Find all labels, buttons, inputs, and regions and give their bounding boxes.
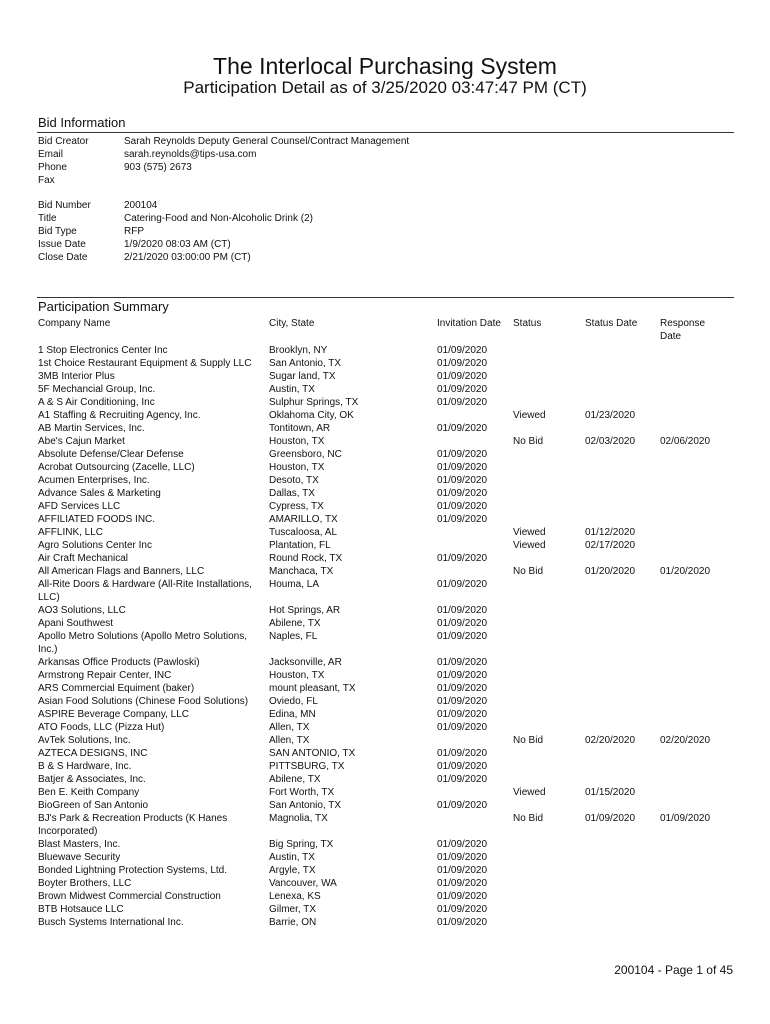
table-row (0, 708, 770, 721)
company-name-cell: A1 Staffing & Recruiting Agency, Inc. (38, 410, 201, 421)
table-row (0, 682, 770, 695)
status-cell: Viewed (513, 527, 546, 538)
bid-field-value: Catering-Food and Non-Alcoholic Drink (2) (124, 213, 313, 224)
section-divider (37, 297, 734, 298)
table-row (0, 877, 770, 890)
invitation-date-cell: 01/09/2020 (437, 891, 488, 902)
bid-field-label: Issue Date (38, 239, 86, 250)
company-name-cell: 1st Choice Restaurant Equipment & Supply LLC (38, 358, 252, 369)
invitation-date-cell: 01/09/2020 (437, 670, 488, 681)
invitation-date-cell: 01/09/2020 (437, 605, 488, 616)
status-date-cell: 02/20/2020 (585, 735, 636, 746)
page-footer: 200104 - Page 1 of 45 (614, 963, 733, 977)
invitation-date-cell: 01/09/2020 (437, 579, 488, 590)
company-name-cell: Brown Midwest Commercial Construction (38, 891, 221, 902)
invitation-date-cell: 01/09/2020 (437, 761, 488, 772)
status-cell: No Bid (513, 436, 544, 447)
city-state-cell: AMARILLO, TX (269, 514, 338, 525)
invitation-date-cell: 01/09/2020 (437, 722, 488, 733)
column-header-status: Status (513, 318, 542, 329)
status-date-cell: 01/12/2020 (585, 527, 636, 538)
company-name-cell: AFFILIATED FOODS INC. (38, 514, 156, 525)
city-state-cell: Tuscaloosa, AL (269, 527, 338, 538)
city-state-cell: Naples, FL (269, 631, 318, 642)
table-row (0, 461, 770, 474)
table-row (0, 500, 770, 513)
status-date-cell: 01/23/2020 (585, 410, 636, 421)
city-state-cell: SAN ANTONIO, TX (269, 748, 356, 759)
city-state-cell: Jacksonville, AR (269, 657, 342, 668)
company-name-cell: AO3 Solutions, LLC (38, 605, 126, 616)
company-name-cell: Abe's Cajun Market (38, 436, 125, 447)
company-name-cell: A & S Air Conditioning, Inc (38, 397, 155, 408)
column-header-invitation-date: Invitation Date (437, 318, 501, 329)
table-row (0, 773, 770, 786)
invitation-date-cell: 01/09/2020 (437, 449, 488, 460)
company-name-cell: AZTECA DESIGNS, INC (38, 748, 148, 759)
table-row (0, 695, 770, 708)
city-state-cell: Austin, TX (269, 852, 315, 863)
company-name-cell: Ben E. Keith Company (38, 787, 140, 798)
company-name-cell: ARS Commercial Equiment (baker) (38, 683, 195, 694)
invitation-date-cell: 01/09/2020 (437, 774, 488, 785)
city-state-cell: Cypress, TX (269, 501, 324, 512)
table-row (0, 864, 770, 877)
table-row (0, 851, 770, 864)
company-name-cell: 5F Mechancial Group, Inc. (38, 384, 156, 395)
invitation-date-cell: 01/09/2020 (437, 397, 488, 408)
city-state-cell: Abilene, TX (269, 774, 321, 785)
company-name-cell: BTB Hotsauce LLC (38, 904, 124, 915)
city-state-cell: Fort Worth, TX (269, 787, 335, 798)
invitation-date-cell: 01/09/2020 (437, 683, 488, 694)
company-name-cell: Agro Solutions Center Inc (38, 540, 152, 551)
bid-information-heading: Bid Information (38, 115, 126, 130)
bid-field-label: Title (38, 213, 57, 224)
company-name-cell: Blast Masters, Inc. (38, 839, 121, 850)
bid-field-value: 200104 (124, 200, 158, 211)
table-row (0, 747, 770, 760)
city-state-cell: Gilmer, TX (269, 904, 317, 915)
column-header-company: Company Name (38, 318, 111, 329)
company-name-cell: Absolute Defense/Clear Defense (38, 449, 184, 460)
company-name-cell: Air Craft Mechanical (38, 553, 129, 564)
invitation-date-cell: 01/09/2020 (437, 878, 488, 889)
city-state-cell: San Antonio, TX (269, 800, 342, 811)
company-name-cell: AFFLINK, LLC (38, 527, 104, 538)
company-name-cell: Armstrong Repair Center, INC (38, 670, 172, 681)
bid-field-value: 2/21/2020 03:00:00 PM (CT) (124, 252, 251, 263)
page-subtitle: Participation Detail as of 3/25/2020 03:47:47 PM (CT) (183, 78, 587, 97)
table-row (0, 604, 770, 617)
column-header-city: City, State (269, 318, 315, 329)
invitation-date-cell: 01/09/2020 (437, 631, 488, 642)
status-date-cell: 01/15/2020 (585, 787, 636, 798)
response-date-cell: 02/20/2020 (660, 735, 711, 746)
company-name-cell: ATO Foods, LLC (Pizza Hut) (38, 722, 165, 733)
table-row (0, 357, 770, 370)
table-row (0, 656, 770, 669)
status-cell: No Bid (513, 735, 544, 746)
table-row (0, 383, 770, 396)
city-state-cell: Allen, TX (269, 722, 310, 733)
company-name-cell: Acrobat Outsourcing (Zacelle, LLC) (38, 462, 195, 473)
city-state-cell: Tontitown, AR (269, 423, 331, 434)
invitation-date-cell: 01/09/2020 (437, 488, 488, 499)
company-name-cell: 1 Stop Electronics Center Inc (38, 345, 168, 356)
company-name-cell: B & S Hardware, Inc. (38, 761, 132, 772)
table-row (0, 396, 770, 409)
table-row (0, 799, 770, 812)
company-name-cell: All-Rite Doors & Hardware (All-Rite Installations, LLC) (38, 579, 252, 603)
invitation-date-cell: 01/09/2020 (437, 358, 488, 369)
company-name-cell: Arkansas Office Products (Pawloski) (38, 657, 200, 668)
table-row (0, 721, 770, 734)
bid-field-label: Close Date (38, 252, 88, 263)
company-name-cell: Apani Southwest (38, 618, 114, 629)
status-cell: No Bid (513, 813, 544, 824)
bid-field-label: Bid Type (38, 226, 77, 237)
bid-field-value: 1/9/2020 08:03 AM (CT) (124, 239, 231, 250)
invitation-date-cell: 01/09/2020 (437, 709, 488, 720)
city-state-cell: Abilene, TX (269, 618, 321, 629)
company-name-cell: Asian Food Solutions (Chinese Food Solutions) (38, 696, 249, 707)
company-name-cell: AvTek Solutions, Inc. (38, 735, 131, 746)
city-state-cell: Houston, TX (269, 462, 325, 473)
status-date-cell: 02/17/2020 (585, 540, 636, 551)
city-state-cell: Hot Springs, AR (269, 605, 341, 616)
city-state-cell: Brooklyn, NY (269, 345, 328, 356)
column-header-status-date: Status Date (585, 318, 638, 329)
city-state-cell: Oklahoma City, OK (269, 410, 354, 421)
company-name-cell: Bluewave Security (38, 852, 121, 863)
table-row (0, 578, 770, 604)
table-row (0, 422, 770, 435)
bid-field-label: Email (38, 149, 64, 160)
table-row (0, 565, 770, 578)
invitation-date-cell: 01/09/2020 (437, 553, 488, 564)
company-name-cell: Acumen Enterprises, Inc. (38, 475, 150, 486)
company-name-cell: Apollo Metro Solutions (Apollo Metro Solutions, Inc.) (38, 631, 247, 655)
city-state-cell: Sulphur Springs, TX (269, 397, 359, 408)
status-cell: Viewed (513, 787, 546, 798)
table-row (0, 474, 770, 487)
city-state-cell: Desoto, TX (269, 475, 319, 486)
table-row (0, 734, 770, 747)
table-row (0, 409, 770, 422)
table-row (0, 890, 770, 903)
table-row (0, 812, 770, 838)
status-cell: Viewed (513, 540, 546, 551)
participation-summary-heading: Participation Summary (38, 299, 169, 314)
company-name-cell: BJ's Park & Recreation Products (K Hanes Incorporated) (38, 813, 228, 837)
page-title: The Interlocal Purchasing System (213, 53, 557, 79)
status-cell: No Bid (513, 566, 544, 577)
status-date-cell: 01/20/2020 (585, 566, 636, 577)
bid-field-value: 903 (575) 2673 (124, 162, 192, 173)
bid-field-value: sarah.reynolds@tips-usa.com (124, 149, 257, 160)
company-name-cell: All American Flags and Banners, LLC (38, 566, 205, 577)
status-date-cell: 01/09/2020 (585, 813, 636, 824)
city-state-cell: San Antonio, TX (269, 358, 342, 369)
table-row (0, 630, 770, 656)
invitation-date-cell: 01/09/2020 (437, 852, 488, 863)
city-state-cell: Barrie, ON (269, 917, 317, 928)
invitation-date-cell: 01/09/2020 (437, 839, 488, 850)
table-row (0, 487, 770, 500)
invitation-date-cell: 01/09/2020 (437, 904, 488, 915)
city-state-cell: PITTSBURG, TX (269, 761, 345, 772)
city-state-cell: Edina, MN (269, 709, 316, 720)
invitation-date-cell: 01/09/2020 (437, 917, 488, 928)
invitation-date-cell: 01/09/2020 (437, 800, 488, 811)
city-state-cell: Plantation, FL (269, 540, 331, 551)
invitation-date-cell: 01/09/2020 (437, 748, 488, 759)
company-name-cell: 3MB Interior Plus (38, 371, 115, 382)
city-state-cell: Austin, TX (269, 384, 315, 395)
city-state-cell: Manchaca, TX (269, 566, 334, 577)
city-state-cell: Big Spring, TX (269, 839, 334, 850)
status-cell: Viewed (513, 410, 546, 421)
invitation-date-cell: 01/09/2020 (437, 514, 488, 525)
company-name-cell: Bonded Lightning Protection Systems, Ltd. (38, 865, 228, 876)
city-state-cell: Houston, TX (269, 670, 325, 681)
response-date-cell: 02/06/2020 (660, 436, 711, 447)
company-name-cell: Advance Sales & Marketing (38, 488, 161, 499)
invitation-date-cell: 01/09/2020 (437, 618, 488, 629)
response-date-cell: 01/09/2020 (660, 813, 711, 824)
table-row (0, 370, 770, 383)
table-row (0, 448, 770, 461)
column-header-response-date: Response Date (660, 318, 706, 342)
company-name-cell: BioGreen of San Antonio (38, 800, 149, 811)
city-state-cell: mount pleasant, TX (269, 683, 356, 694)
city-state-cell: Houston, TX (269, 436, 325, 447)
city-state-cell: Magnolia, TX (269, 813, 328, 824)
city-state-cell: Greensboro, NC (269, 449, 342, 460)
bid-field-value: RFP (124, 226, 144, 237)
participation-table (0, 344, 770, 929)
table-row (0, 617, 770, 630)
status-date-cell: 02/03/2020 (585, 436, 636, 447)
company-name-cell: AFD Services LLC (38, 501, 121, 512)
response-date-cell: 01/20/2020 (660, 566, 711, 577)
invitation-date-cell: 01/09/2020 (437, 696, 488, 707)
bid-field-label: Bid Number (38, 200, 91, 211)
bid-field-label: Bid Creator (38, 136, 89, 147)
table-row (0, 526, 770, 539)
invitation-date-cell: 01/09/2020 (437, 501, 488, 512)
invitation-date-cell: 01/09/2020 (437, 345, 488, 356)
invitation-date-cell: 01/09/2020 (437, 423, 488, 434)
table-row (0, 539, 770, 552)
section-divider (37, 132, 734, 133)
bid-field-label: Fax (38, 175, 55, 186)
invitation-date-cell: 01/09/2020 (437, 657, 488, 668)
table-row (0, 903, 770, 916)
table-row (0, 760, 770, 773)
invitation-date-cell: 01/09/2020 (437, 371, 488, 382)
city-state-cell: Sugar land, TX (269, 371, 336, 382)
invitation-date-cell: 01/09/2020 (437, 462, 488, 473)
table-row (0, 669, 770, 682)
city-state-cell: Argyle, TX (269, 865, 316, 876)
city-state-cell: Allen, TX (269, 735, 310, 746)
table-row (0, 513, 770, 526)
table-row (0, 435, 770, 448)
city-state-cell: Oviedo, FL (269, 696, 318, 707)
city-state-cell: Lenexa, KS (269, 891, 321, 902)
table-row (0, 916, 770, 929)
company-name-cell: ASPIRE Beverage Company, LLC (38, 709, 190, 720)
table-row (0, 838, 770, 851)
city-state-cell: Vancouver, WA (269, 878, 337, 889)
bid-field-label: Phone (38, 162, 67, 173)
company-name-cell: Busch Systems International Inc. (38, 917, 184, 928)
company-name-cell: AB Martin Services, Inc. (38, 423, 145, 434)
table-row (0, 786, 770, 799)
city-state-cell: Dallas, TX (269, 488, 315, 499)
bid-field-value: Sarah Reynolds Deputy General Counsel/Contract Management (124, 136, 410, 147)
invitation-date-cell: 01/09/2020 (437, 384, 488, 395)
city-state-cell: Houma, LA (269, 579, 320, 590)
invitation-date-cell: 01/09/2020 (437, 475, 488, 486)
company-name-cell: Boyter Brothers, LLC (38, 878, 132, 889)
invitation-date-cell: 01/09/2020 (437, 865, 488, 876)
company-name-cell: Batjer & Associates, Inc. (38, 774, 146, 785)
city-state-cell: Round Rock, TX (269, 553, 343, 564)
table-row (0, 344, 770, 357)
table-row (0, 552, 770, 565)
